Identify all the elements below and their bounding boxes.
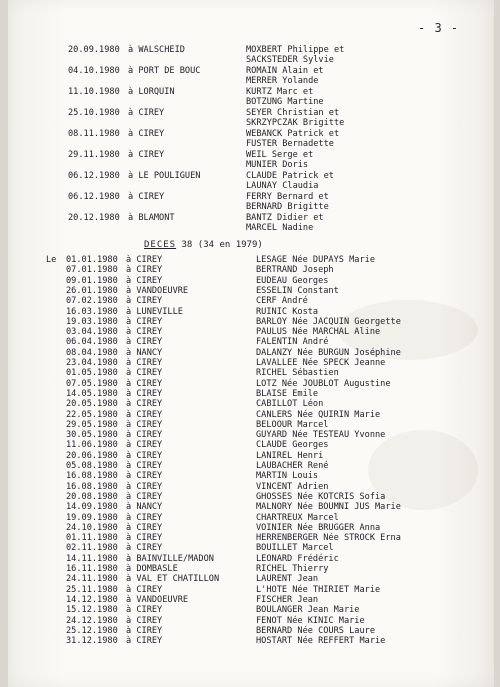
- death-date: 16.08.1980: [66, 471, 118, 482]
- marriage-spouse-2: MERRER Yolande: [246, 76, 319, 86]
- death-date: 01.01.1980: [66, 255, 118, 265]
- marriage-spouse-2: MARCEL Nadine: [246, 223, 314, 233]
- marriage-spouse-1: MOXBERT Philippe et: [246, 45, 345, 55]
- death-person: BARLOY Née JACQUIN Georgette: [256, 316, 401, 327]
- marriage-spouse-1: SEYER Christian et: [246, 108, 340, 118]
- death-person: CABILLOT Léon: [256, 399, 324, 410]
- marriage-date: 06.12.1980: [68, 171, 120, 181]
- death-place: à VANDOEUVRE: [126, 285, 189, 296]
- death-place: à CIREY: [126, 584, 163, 595]
- marriage-date: 29.11.1980: [68, 150, 120, 160]
- marriage-date: 11.10.1980: [68, 87, 120, 97]
- death-person: CLAUDE Georges: [256, 440, 329, 451]
- death-prefix: Le: [46, 255, 57, 265]
- deces-heading-word: DECES: [144, 240, 177, 250]
- death-person: BOUILLET Marcel: [256, 543, 334, 554]
- death-place: à CIREY: [126, 368, 163, 379]
- death-date: 24.11.1980: [66, 574, 118, 585]
- death-date: 07.01.1980: [66, 265, 118, 276]
- death-place: à CIREY: [126, 615, 163, 626]
- marriage-spouse-2: SACKSTEDER Sylvie: [246, 55, 334, 65]
- marriage-place: à CIREY: [128, 192, 165, 202]
- death-person: LAUBACHER René: [256, 461, 329, 471]
- death-place: à CIREY: [126, 358, 163, 368]
- death-person: BELOOUR Marcel: [256, 419, 329, 430]
- death-place: à CIREY: [126, 337, 163, 348]
- death-date: 11.06.1980: [66, 440, 118, 451]
- death-person: EUDEAU Georges: [256, 275, 329, 286]
- death-person: CERF André: [256, 296, 308, 307]
- marriage-spouse-1: WEIL Serge et: [246, 150, 314, 160]
- marriage-spouse-1: FERRY Bernard et: [246, 192, 329, 202]
- death-person: CHARTREUX Marcel: [256, 512, 339, 523]
- death-person: LEONARD Frédéric: [256, 553, 339, 564]
- death-person: RICHEL Sébastien: [256, 368, 339, 379]
- death-date: 16.03.1980: [66, 306, 118, 317]
- death-person: DALANZY Née BURGUN Joséphine: [256, 347, 401, 358]
- death-person: RUINIC Kosta: [256, 306, 319, 317]
- death-place: à CIREY: [126, 409, 163, 420]
- death-person: BLAISE Emile: [256, 388, 319, 399]
- death-place: à CIREY: [126, 327, 163, 338]
- death-date: 25.12.1980: [66, 625, 118, 636]
- death-date: 16.08.1980: [66, 481, 118, 492]
- death-place: à CIREY: [126, 605, 163, 616]
- death-person: FALENTIN André: [256, 337, 329, 348]
- marriage-place: à CIREY: [128, 108, 165, 118]
- marriage-spouse-2: BOTZUNG Martine: [246, 97, 324, 107]
- death-date: 29.05.1980: [66, 419, 118, 430]
- death-person: MALNORY Née BOUMNI JUS Marie: [256, 502, 401, 513]
- death-date: 30.05.1980: [66, 430, 118, 441]
- death-date: 14.09.1980: [66, 502, 118, 513]
- marriage-spouse-2: BERNARD Brigitte: [246, 202, 329, 212]
- death-person: VOINIER Née BRUGGER Anna: [256, 522, 381, 533]
- death-date: 23.04.1980: [66, 358, 118, 368]
- death-person: RICHEL Thierry: [256, 564, 329, 574]
- marriage-place: à LE POULIGUEN: [128, 171, 201, 181]
- death-date: 26.01.1980: [66, 285, 118, 296]
- marriage-place: à BLAMONT: [128, 213, 175, 223]
- death-date: 07.02.1980: [66, 296, 118, 307]
- death-date: 08.04.1980: [66, 347, 118, 358]
- marriage-spouse-1: BANTZ Didier et: [246, 213, 324, 223]
- marriage-date: 08.11.1980: [68, 129, 120, 139]
- death-person: L'HOTE Née THIRIET Marie: [256, 584, 381, 595]
- marriage-date: 25.10.1980: [68, 108, 120, 118]
- death-date: 20.05.1980: [66, 399, 118, 410]
- death-date: 02.11.1980: [66, 543, 118, 554]
- marriage-spouse-1: KURTZ Marc et: [246, 87, 314, 97]
- death-date: 06.04.1980: [66, 337, 118, 348]
- death-person: BOULANGER Jean Marie: [256, 605, 360, 616]
- death-person: FENOT Née KINIC Marie: [256, 615, 365, 626]
- death-person: GHOSSES Née KOTCRIS Sofia: [256, 491, 386, 502]
- marriage-spouse-1: ROMAIN Alain et: [246, 66, 324, 76]
- marriage-date: 20.12.1980: [68, 213, 120, 223]
- marriage-entry-line2: [8, 221, 494, 235]
- death-place: à VANDOEUVRE: [126, 594, 189, 605]
- death-date: 14.05.1980: [66, 388, 118, 399]
- marriage-place: à LORQUIN: [128, 87, 175, 97]
- death-place: à CIREY: [126, 265, 163, 276]
- death-date: 31.12.1980: [66, 636, 118, 647]
- death-date: 20.06.1980: [66, 450, 118, 461]
- death-place: à VAL ET CHATILLON: [126, 574, 220, 585]
- death-place: à CIREY: [126, 255, 163, 265]
- death-person: LESAGE Née DUPAYS Marie: [256, 255, 375, 265]
- death-place: à CIREY: [126, 512, 163, 523]
- death-place: à CIREY: [126, 450, 163, 461]
- death-person: LOTZ Née JOUBLOT Augustine: [256, 378, 391, 389]
- death-place: à CIREY: [126, 430, 163, 441]
- death-date: 25.11.1980: [66, 584, 118, 595]
- death-person: BERTRAND Joseph: [256, 265, 334, 276]
- death-date: 19.09.1980: [66, 512, 118, 523]
- marriage-place: à WALSCHEID: [128, 45, 185, 55]
- marriage-spouse-2: FUSTER Bernadette: [246, 139, 334, 149]
- death-person: LANIREL Henri: [256, 450, 324, 461]
- death-person: BERNARD Née COURS Laure: [256, 625, 375, 636]
- death-place: à CIREY: [126, 625, 163, 636]
- marriage-spouse-1: WEBANCK Patrick et: [246, 129, 340, 139]
- death-place: à CIREY: [126, 543, 163, 554]
- death-place: à CIREY: [126, 378, 163, 389]
- page-number: - 3 -: [418, 21, 460, 35]
- death-date: 22.05.1980: [66, 409, 118, 420]
- death-place: à CIREY: [126, 419, 163, 430]
- death-date: 03.04.1980: [66, 327, 118, 338]
- death-date: 14.11.1980: [66, 553, 118, 564]
- death-date: 01.11.1980: [66, 533, 118, 544]
- death-date: 24.10.1980: [66, 522, 118, 533]
- death-date: 05.08.1980: [66, 461, 118, 471]
- deces-heading-detail: 38 (34 en 1979): [181, 240, 263, 250]
- death-place: à DOMBASLE: [126, 564, 178, 574]
- death-person: PAULUS Née MARCHAL Aline: [256, 327, 381, 338]
- death-place: à CIREY: [126, 491, 163, 502]
- death-person: HOSTART Née REFFERT Marie: [256, 636, 386, 647]
- death-place: à CIREY: [126, 316, 163, 327]
- death-place: à CIREY: [126, 388, 163, 399]
- marriage-place: à CIREY: [128, 129, 165, 139]
- death-date: 09.01.1980: [66, 275, 118, 286]
- marriage-place: à PORT DE BOUC: [128, 66, 201, 76]
- document-page: [8, 0, 494, 687]
- death-place: à NANCY: [126, 347, 163, 358]
- death-person: MARTIN Louis: [256, 471, 319, 482]
- death-place: à NANCY: [126, 502, 163, 513]
- death-date: 19.03.1980: [66, 316, 118, 327]
- death-place: à CIREY: [126, 481, 163, 492]
- marriage-place: à CIREY: [128, 150, 165, 160]
- death-person: GUYARD Née TESTEAU Yvonne: [256, 430, 386, 441]
- marriage-spouse-2: MUNIER Doris: [246, 160, 309, 170]
- marriage-date: 04.10.1980: [68, 66, 120, 76]
- death-place: à CIREY: [126, 296, 163, 307]
- death-person: LAVALLEE Née SPECK Jeanne: [256, 358, 386, 368]
- death-person: HERRENBERGER Née STROCK Erna: [256, 533, 401, 544]
- death-date: 20.08.1980: [66, 491, 118, 502]
- death-date: 07.05.1980: [66, 378, 118, 389]
- death-place: à CIREY: [126, 399, 163, 410]
- death-place: à CIREY: [126, 522, 163, 533]
- death-date: 24.12.1980: [66, 615, 118, 626]
- death-place: à CIREY: [126, 471, 163, 482]
- death-person: LAURENT Jean: [256, 574, 319, 585]
- death-date: 16.11.1980: [66, 564, 118, 574]
- death-place: à LUNEVILLE: [126, 306, 183, 317]
- death-place: à CIREY: [126, 636, 163, 647]
- marriage-spouse-2: LAUNAY Claudia: [246, 181, 319, 191]
- death-place: à CIREY: [126, 461, 163, 471]
- death-date: 14.12.1980: [66, 594, 118, 605]
- death-place: à CIREY: [126, 533, 163, 544]
- death-entry: [8, 634, 494, 648]
- death-person: VINCENT Adrien: [256, 481, 329, 492]
- death-date: 01.05.1980: [66, 368, 118, 379]
- marriage-date: 06.12.1980: [68, 192, 120, 202]
- death-person: ESSELIN Constant: [256, 285, 339, 296]
- marriage-spouse-2: SKRZYPCZAK Brigitte: [246, 118, 345, 128]
- death-place: à BAINVILLE/MADON: [126, 553, 214, 564]
- death-person: CANLERS Née QUIRIN Marie: [256, 409, 381, 420]
- death-person: FISCHER Jean: [256, 594, 319, 605]
- death-date: 15.12.1980: [66, 605, 118, 616]
- marriage-date: 20.09.1980: [68, 45, 120, 55]
- deces-heading: [144, 240, 263, 250]
- marriage-spouse-1: CLAUDE Patrick et: [246, 171, 334, 181]
- death-place: à CIREY: [126, 275, 163, 286]
- death-place: à CIREY: [126, 440, 163, 451]
